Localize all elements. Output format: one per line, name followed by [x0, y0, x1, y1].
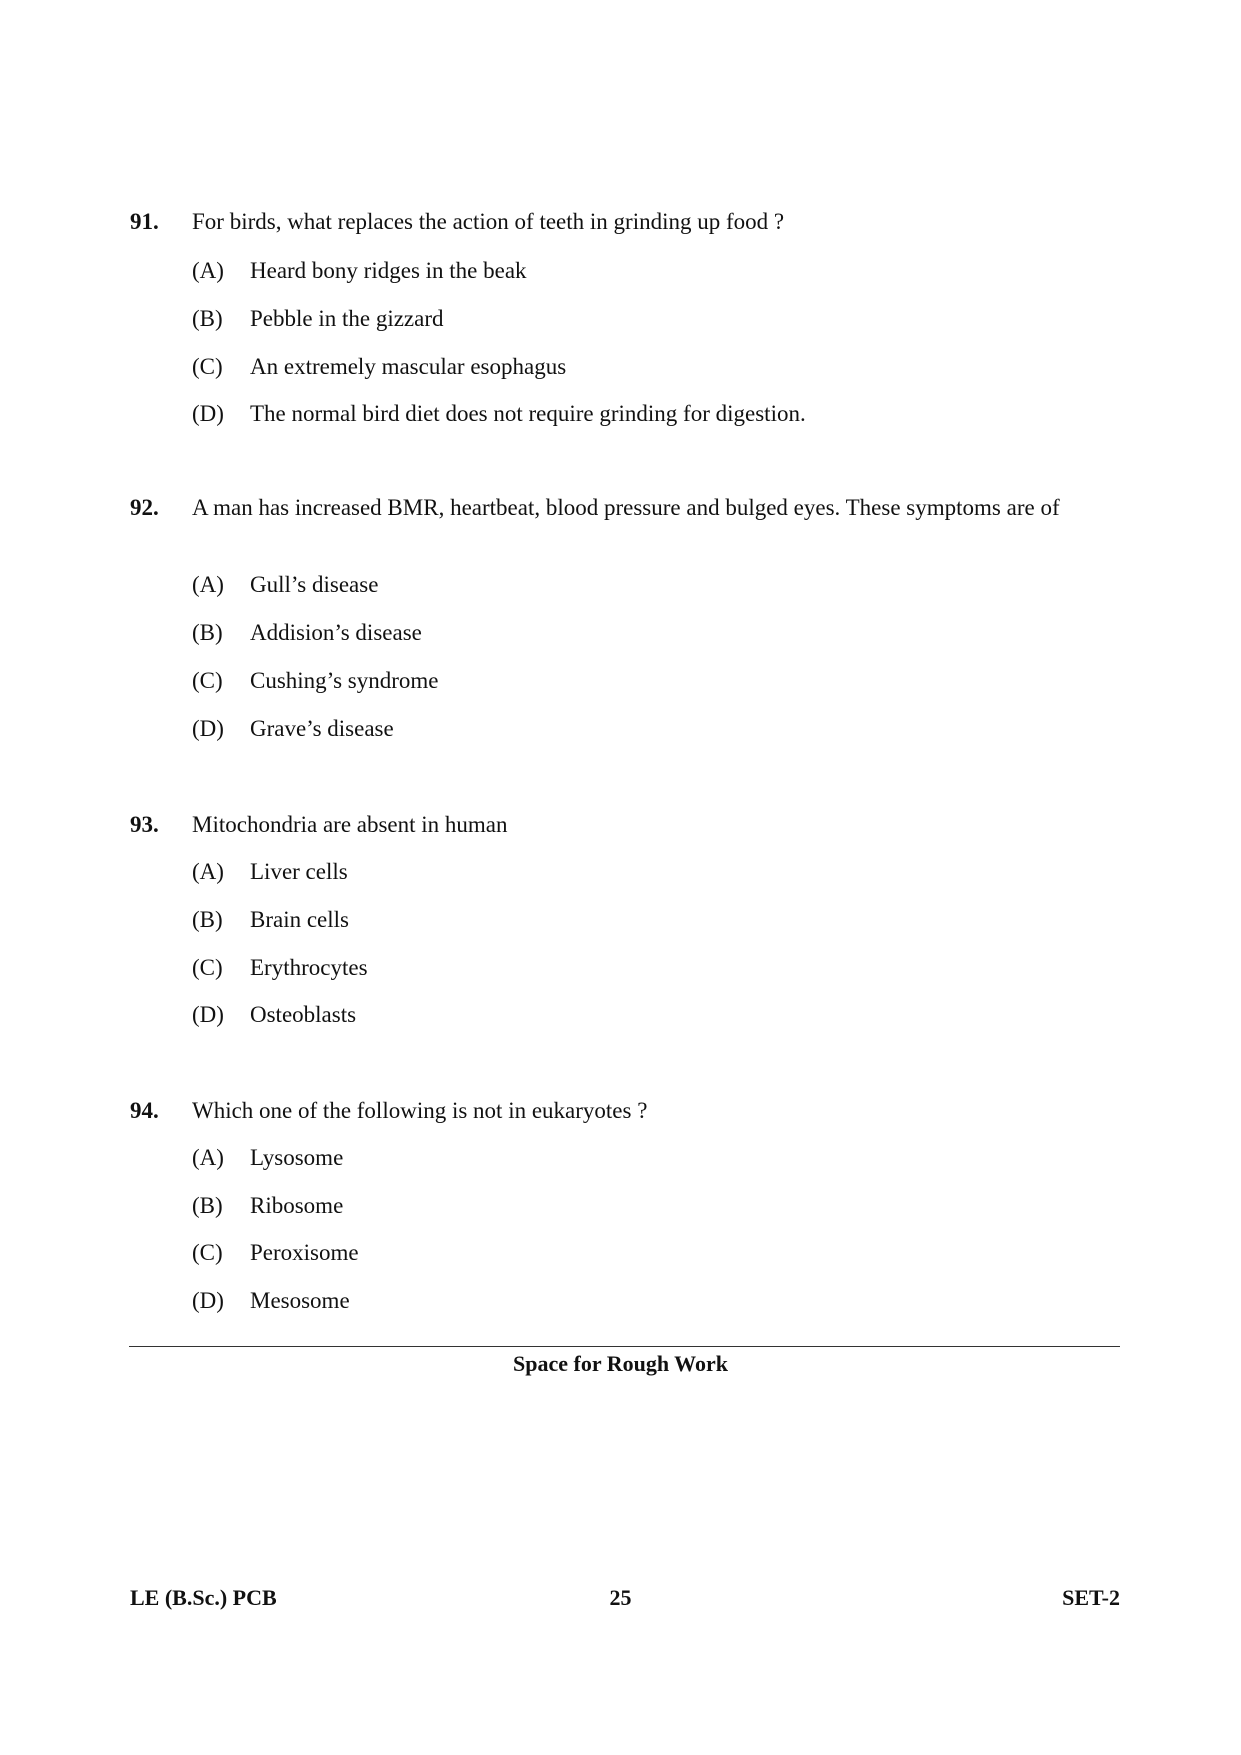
question-number: 93. [130, 812, 159, 837]
option-92-a [192, 570, 378, 599]
option-text: Cushing’s syndrome [250, 668, 439, 693]
question-text: Which one of the following is not in eukaryotes ? [192, 1098, 648, 1123]
option-label: (D) [192, 1288, 224, 1313]
option-label: (D) [192, 716, 224, 741]
option-label: (C) [192, 354, 223, 379]
question-text: A man has increased BMR, heartbeat, blood pressure and bulged eyes. These symptoms are of [192, 495, 1060, 520]
option-label: (B) [192, 907, 223, 932]
question-94 [130, 1096, 1120, 1125]
option-label: (C) [192, 1240, 223, 1265]
option-text: Erythrocytes [250, 955, 368, 980]
option-label: (A) [192, 572, 224, 597]
option-label: (D) [192, 401, 224, 426]
option-91-d [192, 399, 806, 428]
option-text: Heard bony ridges in the beak [250, 258, 527, 283]
option-label: (D) [192, 1002, 224, 1027]
footer-course-code: LE (B.Sc.) PCB [130, 1585, 277, 1610]
option-label: (A) [192, 859, 224, 884]
option-text: Addision’s disease [250, 620, 422, 645]
option-94-a [192, 1143, 343, 1172]
option-93-d [192, 1000, 356, 1029]
option-94-c [192, 1238, 359, 1267]
question-93 [130, 810, 1120, 839]
option-92-d [192, 714, 394, 743]
option-91-b [192, 304, 444, 333]
option-label: (C) [192, 668, 223, 693]
question-91 [130, 207, 1120, 236]
option-text: Gull’s disease [250, 572, 379, 597]
rough-work-heading: Space for Rough Work [513, 1351, 728, 1376]
question-text: For birds, what replaces the action of teeth in grinding up food ? [192, 209, 785, 234]
question-number: 92. [130, 495, 159, 520]
option-92-b [192, 618, 422, 647]
option-text: Ribosome [250, 1193, 344, 1218]
option-94-d [192, 1286, 350, 1315]
option-93-c [192, 953, 368, 982]
option-text: Brain cells [250, 907, 349, 932]
question-number: 91. [130, 209, 159, 234]
question-92 [130, 493, 1120, 522]
option-text: Osteoblasts [250, 1002, 357, 1027]
option-label: (B) [192, 1193, 223, 1218]
option-label: (A) [192, 1145, 224, 1170]
option-93-a [192, 857, 348, 886]
option-text: Peroxisome [250, 1240, 359, 1265]
option-text: Liver cells [250, 859, 348, 884]
option-text: The normal bird diet does not require grinding for digestion. [250, 401, 806, 426]
option-text: Lysosome [250, 1145, 344, 1170]
option-93-b [192, 905, 349, 934]
option-label: (A) [192, 258, 224, 283]
option-91-a [192, 256, 527, 285]
option-label: (C) [192, 955, 223, 980]
option-92-c [192, 666, 438, 695]
option-text: Grave’s disease [250, 716, 394, 741]
question-number: 94. [130, 1098, 159, 1123]
footer-set-label: SET-2 [1062, 1585, 1120, 1610]
question-text: Mitochondria are absent in human [192, 812, 508, 837]
option-label: (B) [192, 306, 223, 331]
option-label: (B) [192, 620, 223, 645]
option-text: Pebble in the gizzard [250, 306, 444, 331]
rough-work-divider [129, 1346, 1120, 1347]
option-91-c [192, 352, 566, 381]
option-94-b [192, 1191, 343, 1220]
option-text: An extremely mascular esophagus [250, 354, 567, 379]
footer-page-number: 25 [609, 1585, 632, 1610]
option-text: Mesosome [250, 1288, 350, 1313]
